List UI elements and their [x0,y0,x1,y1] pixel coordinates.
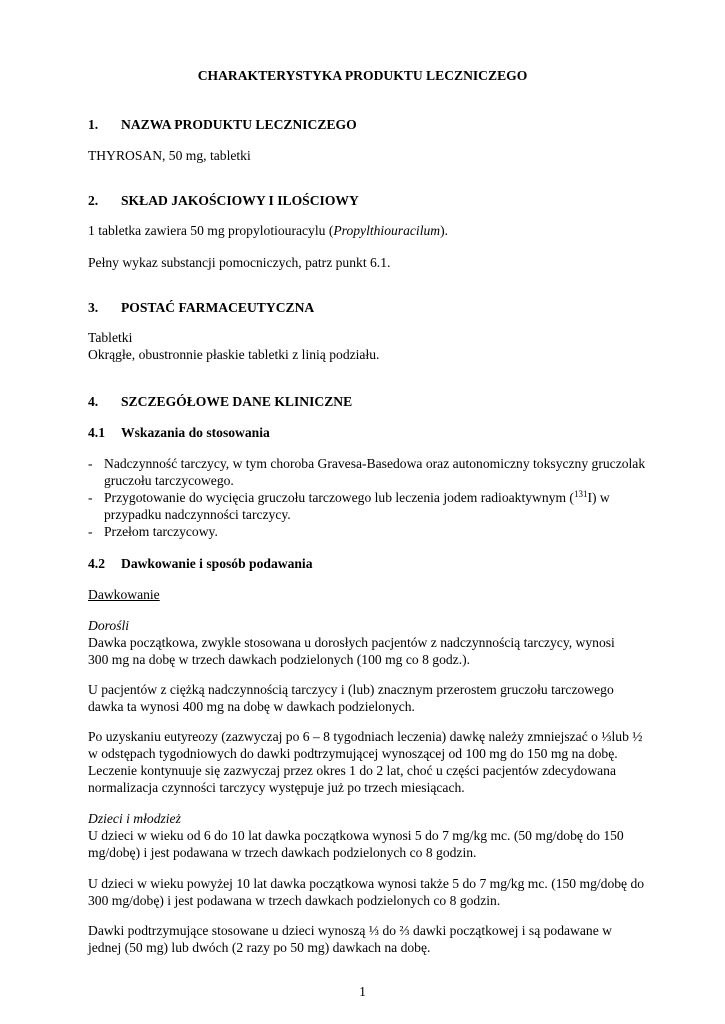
section-1-number: 1. [88,117,99,132]
children-para-2-line-2: 300 mg/dobę) i jest podawana w trzech dawkach podzielonych co 8 godzin. [88,893,501,908]
product-name-text: THYROSAN, 50 mg, tabletki [88,148,251,163]
children-para-3-line-2: jednej (50 mg) lub dwóch (2 razy po 50 mg) dawkach na dobę. [88,940,431,955]
excipients-reference: Pełny wykaz substancji pomocniczych, patrz punkt 6.1. [88,255,391,270]
composition-text: 1 tabletka zawiera 50 mg propylotiouracylu (Propylthiouracilum). [88,223,449,238]
section-4-number: 4. [88,394,99,409]
section-2-number: 2. [88,193,99,208]
section-4-heading: SZCZEGÓŁOWE DANE KLINICZNE [121,394,353,409]
list-bullet: - [88,490,93,505]
section-4-2-number: 4.2 [88,556,105,571]
adults-para-3-line-2: w odstępach tygodniowych do dawki podtrzymującej wynoszącej od 100 mg do 150 mg na dobę. [88,746,618,761]
indication-2-line-1: Przygotowanie do wycięcia gruczołu tarczowego lub leczenia jodem radioaktywnym ($^{131}$I) w [104,489,610,505]
indication-1-line-2: gruczołu tarczycowego. [104,473,234,488]
section-2-heading: SKŁAD JAKOŚCIOWY I ILOŚCIOWY [121,193,359,208]
section-3-heading: POSTAĆ FARMACEUTYCZNA [121,300,315,315]
children-subheading: Dzieci i młodzież [88,811,181,826]
indication-1-line-1: Nadczynność tarczycy, w tym choroba Gravesa-Basedowa oraz autonomiczny toksyczny gruczolak [104,456,646,471]
children-para-2-line-1: U dzieci w wieku powyżej 10 lat dawka początkowa wynosi także 5 do 7 mg/kg mc. (150 mg/dobę do [88,876,645,891]
pharmaceutical-form: Tabletki [88,330,133,345]
section-3-number: 3. [88,300,99,315]
tablet-description: Okrągłe, obustronnie płaskie tabletki z linią podziału. [88,347,380,362]
list-bullet: - [88,524,93,539]
section-4-1-number: 4.1 [88,425,105,440]
section-4-2-heading: Dawkowanie i sposób podawania [121,556,313,571]
children-para-1-line-1: U dzieci w wieku od 6 do 10 lat dawka początkowa wynosi 5 do 7 mg/kg mc. (50 mg/dobę do 150 [88,828,624,843]
list-bullet: - [88,456,93,471]
adults-para-3-line-4: normalizacja czynności tarczycy występuje już po trzech miesiącach. [88,780,465,795]
adults-subheading: Dorośli [88,618,130,633]
adults-para-2-line-2: dawka ta wynosi 400 mg na dobę w dawkach podzielonych. [88,699,415,714]
section-1-heading: NAZWA PRODUKTU LECZNICZEGO [121,117,357,132]
indication-3: Przełom tarczycowy. [104,524,218,539]
adults-para-3-line-3: Leczenie kontynuuje się zazwyczaj przez okres 1 do 2 lat, choć u części pacjentów zdecydowana [88,763,617,778]
adults-para-1-line-1: Dawka początkowa, zwykle stosowana u dorosłych pacjentów z nadczynnością tarczycy, wynosi [88,635,615,650]
adults-para-1-line-2: 300 mg na dobę w trzech dawkach podzielonych (100 mg co 8 godz.). [88,652,471,667]
page-number: 1 [359,984,366,999]
children-para-3-line-1: Dawki podtrzymujące stosowane u dzieci wynoszą ⅓ do ⅔ dawki początkowej i są podawane w [88,923,612,938]
section-4-1-heading: Wskazania do stosowania [121,425,270,440]
document-title: CHARAKTERYSTYKA PRODUKTU LECZNICZEGO [197,68,528,83]
children-para-1-line-2: mg/dobę) i jest podawana w trzech dawkach podzielonych co 8 godzin. [88,845,477,860]
adults-para-3-line-1: Po uzyskaniu eutyreozy (zazwyczaj po 6 – 8 tygodniach leczenia) dawkę należy zmniejszać o ⅓lub ½ [88,729,643,744]
dosage-subheading: Dawkowanie [88,587,160,602]
adults-para-2-line-1: U pacjentów z ciężką nadczynnością tarczycy i (lub) znacznym przerostem gruczołu tarczowego [88,682,614,697]
indication-2-line-2: przypadku nadczynności tarczycy. [104,507,291,522]
